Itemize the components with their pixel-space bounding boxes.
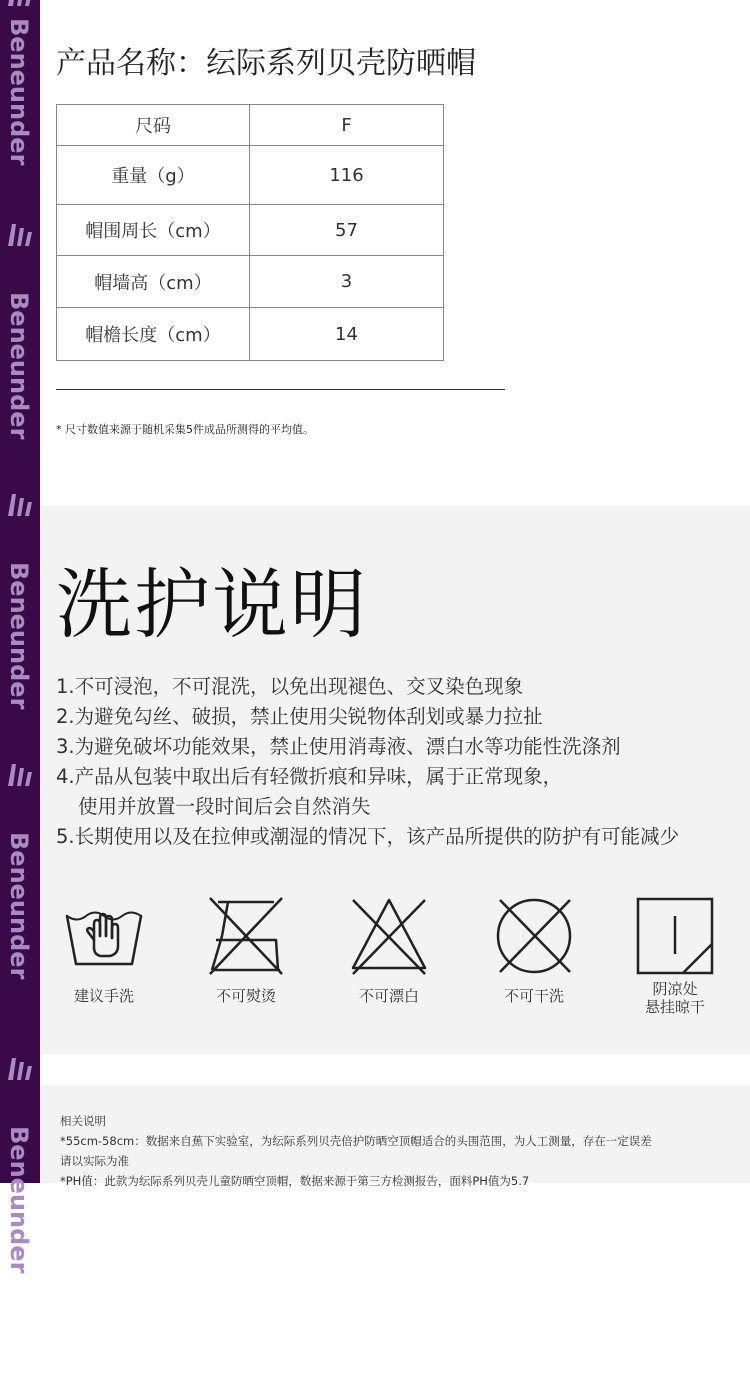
brand-wordmark: Beneunder xyxy=(5,1126,33,1274)
care-title: 洗护说明 xyxy=(56,560,368,649)
brand-wordmark: Beneunder xyxy=(5,18,33,166)
table-cell-value: 3 xyxy=(250,256,444,308)
product-title: 产品名称：纭际系列贝壳防晒帽 xyxy=(56,46,476,81)
size-table xyxy=(56,104,444,361)
no-iron-label: 不可熨烫 xyxy=(215,987,276,1005)
notes-heading: 相关说明 xyxy=(60,1114,106,1128)
table-row xyxy=(57,105,444,146)
hand-wash-label: 建议手洗 xyxy=(73,987,134,1005)
care-section xyxy=(40,506,750,1054)
notes-line: *PH值：此款为纭际系列贝壳儿童防晒空顶帽，数据来源于第三方检测报告，面料PH值为5.7 xyxy=(60,1174,530,1188)
notes-line: 请以实际为准 xyxy=(60,1154,129,1168)
care-item: 5.长期使用以及在拉伸或潮湿的情况下，该产品所提供的防护有可能减少 xyxy=(56,825,680,848)
care-item: 使用并放置一段时间后会自然消失 xyxy=(78,795,371,818)
brand-unit xyxy=(0,222,40,492)
table-row xyxy=(57,308,444,361)
notes-line: *55cm-58cm：数据来自蕉下实验室，为纭际系列贝壳倍护防晒空顶帽适合的头围范围，为人工测量，存在一定误差 xyxy=(60,1134,652,1148)
table-row xyxy=(57,256,444,308)
table-row xyxy=(57,146,444,205)
divider xyxy=(56,389,505,390)
table-cell-value: F xyxy=(250,105,444,146)
care-list xyxy=(56,672,679,852)
care-item: 1.不可浸泡，不可混洗，以免出现褪色、交叉染色现象 xyxy=(56,675,524,698)
line-dry-shade-label-line2: 悬挂晾干 xyxy=(644,998,705,1016)
hand-wash-icon xyxy=(64,896,144,976)
line-dry-shade-label-line1: 阴凉处 xyxy=(652,980,698,998)
no-bleach-icon xyxy=(349,896,429,976)
line-dry-shade-label xyxy=(615,980,735,1016)
no-bleach-label: 不可漂白 xyxy=(358,987,419,1005)
table-cell-label: 尺码 xyxy=(57,105,250,146)
care-item: 4.产品从包装中取出后有轻微折痕和异味，属于正常现象， xyxy=(56,765,563,788)
care-item: 2.为避免勾丝、破损，禁止使用尖锐物体刮划或暴力拉扯 xyxy=(56,705,543,728)
brand-unit xyxy=(0,1056,40,1326)
no-dry-clean-label: 不可干洗 xyxy=(503,987,564,1005)
size-footnote: * 尺寸数值来源于随机采集5件成品所测得的平均值。 xyxy=(56,423,314,436)
table-cell-label: 帽围周长（cm） xyxy=(57,205,250,256)
table-cell-label: 帽墙高（cm） xyxy=(57,256,250,308)
notes-section xyxy=(40,1085,750,1188)
brand-logo-icon xyxy=(6,492,36,518)
brand-wordmark: Beneunder xyxy=(5,832,33,980)
brand-logo-icon xyxy=(6,1056,36,1082)
brand-sidebar xyxy=(0,0,40,1274)
brand-wordmark: Beneunder xyxy=(5,562,33,710)
table-cell-label: 帽檐长度（cm） xyxy=(57,308,250,361)
no-dry-clean-icon xyxy=(494,896,574,976)
brand-logo-icon xyxy=(6,222,36,248)
care-item: 3.为避免破坏功能效果，禁止使用消毒液、漂白水等功能性洗涤剂 xyxy=(56,735,621,758)
brand-logo-icon xyxy=(6,762,36,788)
table-cell-value: 116 xyxy=(250,146,444,205)
brand-wordmark: Beneunder xyxy=(5,292,33,440)
brand-unit xyxy=(0,492,40,762)
brand-unit xyxy=(0,762,40,1032)
table-cell-value: 14 xyxy=(250,308,444,361)
table-row xyxy=(57,205,444,256)
line-dry-shade-icon xyxy=(635,896,715,976)
no-iron-icon xyxy=(206,896,286,976)
table-cell-value: 57 xyxy=(250,205,444,256)
table-cell-label: 重量（g） xyxy=(57,146,250,205)
